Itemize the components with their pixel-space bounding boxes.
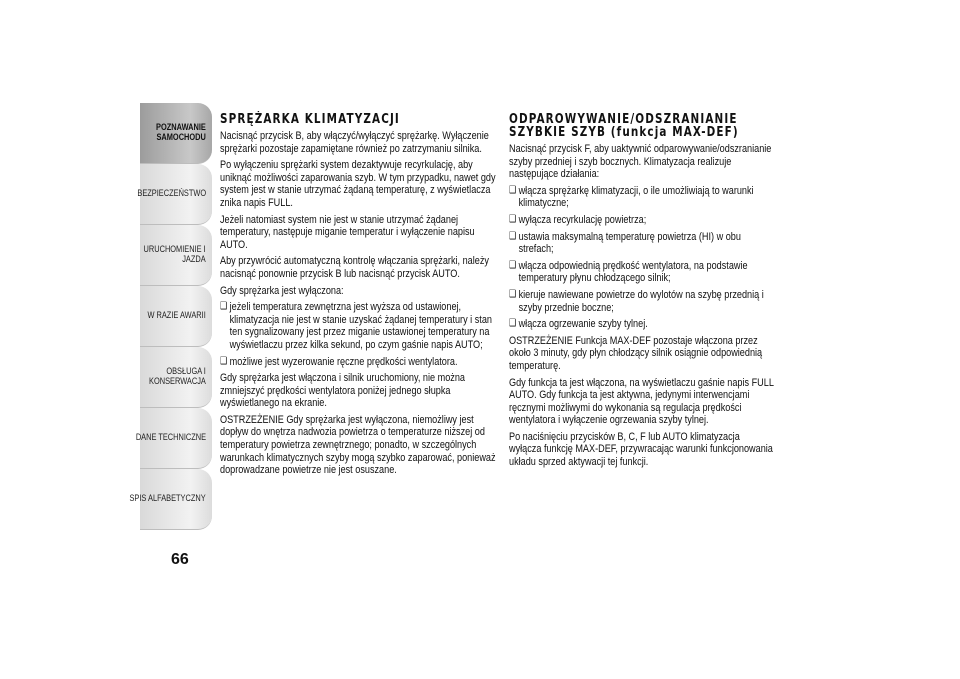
page-number: 66 [171, 551, 189, 568]
list-item: ❑ włącza sprężarkę klimatyzacji, o ile umożliwiają to warunki klimatyczne; [509, 185, 775, 210]
warning-paragraph: OSTRZEŻENIE Funkcja MAX-DEF pozostaje włączona przez około 3 minuty, gdy płyn chłodzący silnik osiągnie odpowiednią temperaturę. [509, 334, 763, 372]
paragraph: Nacisnąć przycisk B, aby włączyć/wyłączyć sprężarkę. Wyłączenie sprężarki pozostaje zapamiętane również po zatrzymaniu silnika. [220, 130, 489, 155]
tab-bezpieczenstwo[interactable] [137, 164, 212, 225]
list-item: ❑ możliwe jest wyzerowanie ręczne prędkości wentylatora. [220, 356, 502, 369]
paragraph: Aby przywrócić automatyczną kontrolę włączania sprężarki, należy nacisnąć ponownie przycisk B lub nacisnąć przycisk AUTO. [220, 255, 489, 280]
list-item: ❑ ustawia maksymalną temperaturę powietrza (HI) w obu strefach; [509, 231, 775, 256]
tab-label: SPIS ALFABETYCZNY [129, 493, 206, 504]
tab-label: POZNAWANIE SAMOCHODU [156, 122, 206, 143]
tab-label: URUCHOMIENIE I JAZDA [143, 244, 206, 265]
section-title: SPRĘŻARKA KLIMATYZACJI [220, 112, 400, 127]
compressor-section [220, 113, 502, 481]
tab-label: BEZPIECZEŃSTWO [137, 188, 206, 199]
paragraph: Gdy funkcja ta jest włączona, na wyświetlaczu gaśnie napis FULL AUTO. Gdy funkcja ta jest aktywna, jedynymi interwencjami ręcznymi możliwymi do wykonania są regulacja prędkości wentylatora i wyłączenie ogrzewania szyby tylnej. [509, 376, 774, 427]
tab-label: W RAZIE AWARII [147, 310, 206, 321]
tab-poznawanie-samochodu[interactable] [140, 103, 212, 164]
list-item: ❑ kieruje nawiewane powietrze do wylotów na szybę przednią i szyby przednie boczne; [509, 289, 775, 314]
paragraph: Jeżeli natomiast system nie jest w stanie utrzymać żądanej temperatury, następuje miganie temperatur i wyłączenie napisu AUTO. [220, 213, 475, 251]
list-item: ❑ włącza odpowiednią prędkość wentylatora, na podstawie temperatury płynu chłodzącego silnik; [509, 260, 775, 285]
bullet-list [220, 301, 502, 368]
paragraph: Po wyłączeniu sprężarki system dezaktywuje recyrkulację, aby uniknąć możliwości zaparowania szyb. W tym przypadku, nawet gdy system jest w stanie utrzymać żądaną temperaturę, z wyświetlacza znika napis FULL. [220, 159, 496, 209]
tab-dane-techniczne[interactable] [135, 408, 212, 469]
tab-label: DANE TECHNICZNE [135, 432, 206, 443]
section-title: ODPAROWYWANIE/ODSZRANIANIE SZYBKIE SZYB (funkcja MAX-DEF) [509, 112, 739, 140]
tab-w-razie-awarii[interactable] [140, 286, 212, 347]
paragraph: Po naciśnięciu przycisków B, C, F lub AUTO klimatyzacja wyłącza funkcję MAX-DEF, przywracając warunki funkcjonowania układu sprzed aktywacji tej funkcji. [509, 430, 773, 469]
bullet-list [509, 185, 775, 331]
paragraph: Gdy sprężarka jest wyłączona: [220, 284, 344, 297]
section-tabs [129, 103, 212, 530]
tab-spis-alfabetyczny[interactable] [129, 469, 212, 530]
list-item: ❑ wyłącza recyrkulację powietrza; [509, 214, 775, 227]
tab-obsluga-i-konserwacja[interactable] [140, 347, 212, 408]
list-item: ❑ jeżeli temperatura zewnętrzna jest wyższa od ustawionej, klimatyzacja nie jest w stanie uzyskać żądanej temperatury i stan ten sygnalizowany jest przez miganie ustawionej temperatury na wyświetlaczu przez kilka sekund, po czym gaśnie napis AUTO; [220, 301, 502, 351]
max-def-section [509, 113, 775, 473]
tab-label: OBSŁUGA I KONSERWACJA [149, 366, 206, 387]
list-item: ❑ włącza ogrzewanie szyby tylnej. [509, 318, 775, 331]
paragraph: Gdy sprężarka jest włączona i silnik uruchomiony, nie można zmniejszyć prędkości wentylatora poniżej jednego słupka wyświetlanego na ekranie. [220, 372, 465, 410]
tab-uruchomienie-i-jazda[interactable] [140, 225, 212, 286]
warning-paragraph: OSTRZEŻENIE Gdy sprężarka jest wyłączona, niemożliwy jest dopływ do wnętrza nadwozia powietrza o temperaturze niższej od temperatury powietrza zewnętrznego; ponadto, w szczególnych warunkach klimatycznych szyby mogą szybko zaparować, ponieważ doprowadzane powietrze nie jest osuszane. [220, 413, 496, 477]
paragraph: Nacisnąć przycisk F, aby uaktywnić odparowywanie/odszranianie szyby przedniej i szyb bocznych. Klimatyzacja realizuje następujące działania: [509, 143, 772, 181]
